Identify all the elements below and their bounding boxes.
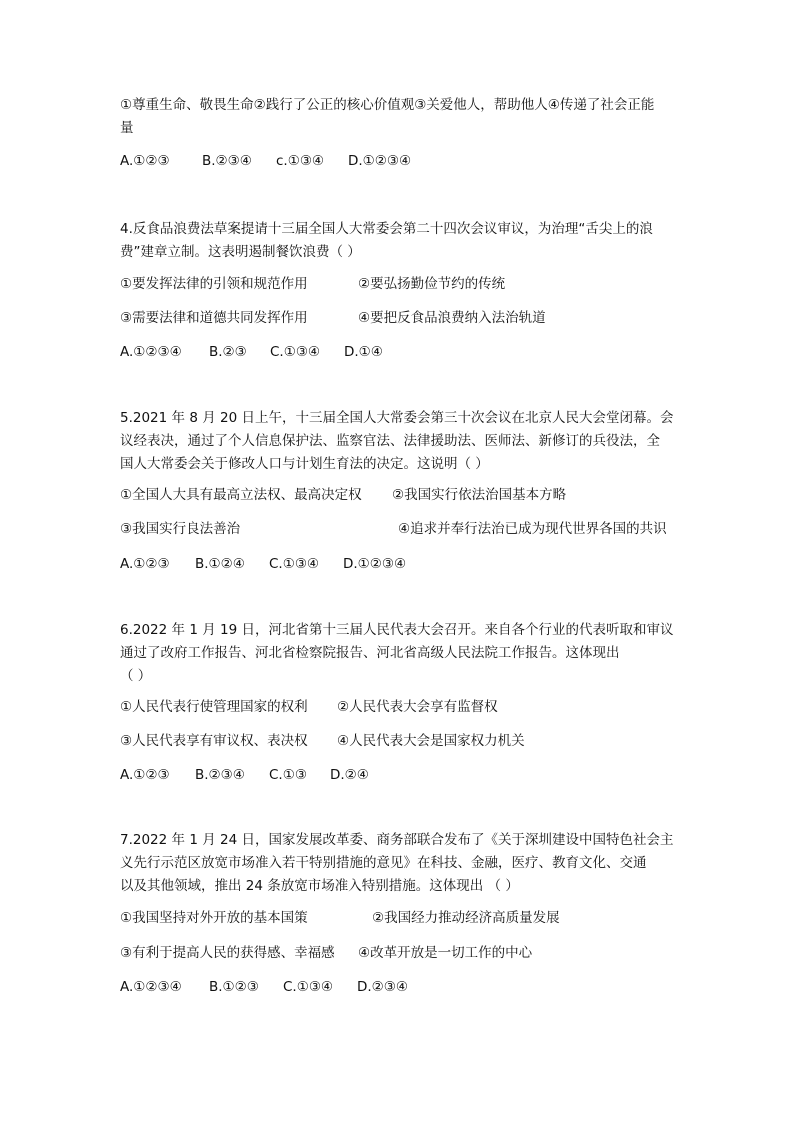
q4-line1: 4.反食品浪费法草案提请十三届全国人大常委会第二十四次会议审议，为治理“舌尖上的浪 [120,221,653,237]
q5-choice-d: D.①②③④ [343,556,407,572]
q4-option-1: ①要发挥法律的引领和规范作用 [120,276,308,292]
q5-line1: 5.2021 年 8 月 20 日上午，十三届全国人大常委会第三十次会议在北京人民大会堂闭幕。会 [120,410,674,426]
q5-option-3: ③我国实行良法善治 [120,521,241,537]
q5-line2: 议经表决，通过了个人信息保护法、监察官法、法律援助法、医师法、新修订的兵役法，全 [120,433,660,449]
q4-option-4: ④要把反食品浪费纳入法治轨道 [358,310,546,326]
q6-choice-b: B.②③④ [195,767,245,783]
q7-choices [120,976,408,999]
q6-option-2: ②人民代表大会享有监督权 [337,699,498,715]
q3-line1: ①尊重生命、敬畏生命②践行了公正的核心价值观③关爱他人，帮助他人④传递了社会正能 [120,97,655,113]
q3-choice-d: D.①②③④ [348,153,412,169]
q7-option-3: ③有利于提高人民的获得感、幸福感 [120,945,335,961]
q3-choice-c: c.①③④ [276,153,325,169]
q7-choice-c: C.①③④ [283,979,334,995]
q6-option-1: ①人民代表行使管理国家的权利 [120,699,308,715]
q6-option-4: ④人民代表大会是国家权力机关 [337,733,525,749]
q3-choice-b: B.②③④ [202,153,252,169]
q6-option-3: ③人民代表享有审议权、表决权 [120,733,308,749]
q6-choices [120,764,369,787]
q4-choice-a: A.①②③④ [120,344,182,360]
q7-line2: 义先行示范区放宽市场准入若干特别措施的意见》在科技、金融，医疗、教育文化、交通 [120,855,647,871]
q7-line3: 以及其他领域，推出 24 条放宽市场准入特别措施。这体现出 （ ） [120,878,519,894]
q5-line3: 国人大常委会关于修改人口与计划生育法的决定。这说明（ ） [120,456,489,472]
q4-option-2: ②要弘扬勤俭节约的传统 [358,276,506,292]
q3-choices [120,150,411,173]
q7-option-4: ④改革开放是一切工作的中心 [358,945,533,961]
q3-line2: 量 [120,120,134,136]
q4-choices [120,341,383,364]
q4-option-3: ③需要法律和道德共同发挥作用 [120,310,308,326]
q6-line1: 6.2022 年 1 月 19 日，河北省第十三届人民代表大会召开。来自各个行业的代表听取和审议 [120,622,674,638]
q5-choice-a: A.①②③ [120,556,170,572]
q6-choice-d: D.②④ [330,767,369,783]
q7-option-2: ②我国经力推动经济高质量发展 [372,910,560,926]
q4-choice-b: B.②③ [209,344,247,360]
q5-option-2: ②我国实行依法治国基本方略 [392,487,567,503]
q7-choice-b: B.①②③ [209,979,259,995]
q5-choice-c: C.①③④ [269,556,320,572]
q3-choice-a: A.①②③ [120,153,170,169]
q5-choice-b: B.①②④ [195,556,245,572]
q4-choice-c: C.①③④ [270,344,321,360]
q6-choice-a: A.①②③ [120,767,170,783]
q7-option-1: ①我国坚持对外开放的基本国策 [120,910,308,926]
q7-line1: 7.2022 年 1 月 24 日，国家发展改革委、商务部联合发布了《关于深圳建设中国特色社会主 [120,832,674,848]
q6-choice-c: C.①③ [269,767,307,783]
q5-option-1: ①全国人大具有最高立法权、最高决定权 [120,487,362,503]
q7-choice-d: D.②③④ [357,979,408,995]
q5-choices [120,553,406,576]
q5-option-4: ④追求并奉行法治已成为现代世界各国的共识 [398,521,667,537]
q6-line3: （ ） [120,668,152,684]
q4-line2: 费”建章立制。这表明遏制餐饮浪费（ ） [120,244,361,260]
q6-line2: 通过了改府工作报告、河北省检察院报告、河北省高级人民法院工作报告。这体现出 [120,645,620,661]
q4-choice-d: D.①④ [344,344,383,360]
q7-choice-a: A.①②③④ [120,979,182,995]
